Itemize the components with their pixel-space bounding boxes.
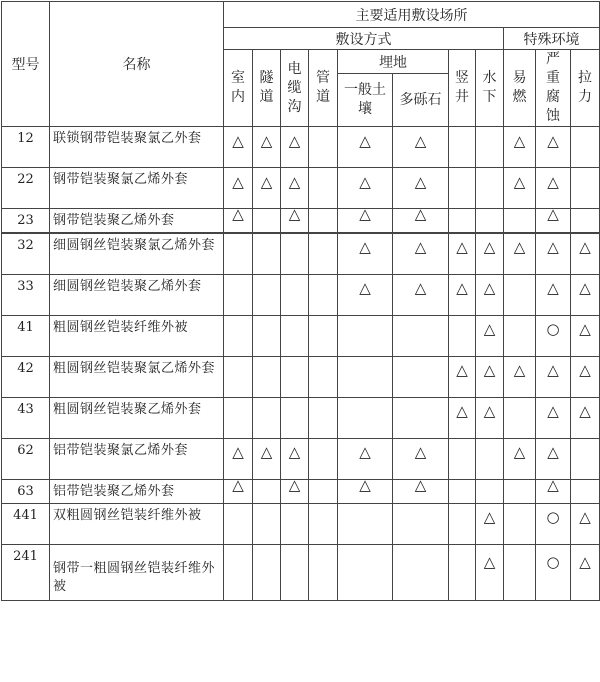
- cell-mark: [536, 127, 571, 168]
- cell-name: 铝带铠装聚氯乙烯外套: [50, 438, 224, 479]
- triangle-mark: △: [359, 172, 371, 191]
- table-body: [2, 127, 600, 601]
- triangle-mark: △: [260, 172, 273, 191]
- cell-mark: [338, 356, 393, 397]
- triangle-mark: △: [288, 131, 301, 150]
- triangle-mark: △: [579, 279, 591, 297]
- triangle-mark: △: [579, 402, 591, 420]
- triangle-mark: △: [579, 238, 591, 257]
- cell-mark: [224, 233, 253, 274]
- cell-mark: [281, 315, 309, 356]
- triangle-mark: △: [288, 208, 301, 223]
- cell-mark: [281, 397, 309, 438]
- table-row: [2, 479, 600, 503]
- cell-mark: [338, 503, 393, 544]
- cell-mark: [571, 397, 600, 438]
- table-row: [2, 438, 600, 479]
- header-model: 型号: [2, 2, 50, 127]
- cell-mark: [571, 315, 600, 356]
- cell-mark: [449, 438, 476, 479]
- cell-mark: [571, 233, 600, 274]
- cell-mark: [338, 479, 393, 503]
- table-row: [2, 356, 600, 397]
- cell-mark: [309, 544, 338, 600]
- cell-mark: [476, 315, 504, 356]
- header-col-pipe: 管道: [309, 50, 338, 127]
- cell-mark: [253, 127, 281, 168]
- cell-mark: [224, 168, 253, 209]
- cell-mark: [393, 503, 449, 544]
- triangle-mark: △: [547, 238, 559, 257]
- cell-mark: [536, 168, 571, 209]
- cell-mark: [536, 356, 571, 397]
- triangle-mark: △: [232, 131, 244, 150]
- cell-mark: [571, 479, 600, 503]
- cell-mark: [309, 209, 338, 234]
- cell-mark: [536, 544, 571, 600]
- header-buried-group: 埋地: [338, 50, 449, 74]
- cell-mark: [536, 315, 571, 356]
- table-row: [2, 315, 600, 356]
- triangle-mark: △: [547, 131, 559, 150]
- cell-mark: [571, 438, 600, 479]
- cell-mark: [504, 503, 536, 544]
- cell-mark: [253, 168, 281, 209]
- cell-model: 241: [2, 544, 50, 600]
- cell-model: 62: [2, 438, 50, 479]
- cell-mark: [309, 356, 338, 397]
- cell-mark: [449, 233, 476, 274]
- triangle-mark: △: [232, 479, 244, 494]
- cell-mark: [281, 127, 309, 168]
- cell-model: 43: [2, 397, 50, 438]
- header-name: 名称: [50, 2, 224, 127]
- cell-name: 双粗圆钢丝铠装纤维外被: [50, 503, 224, 544]
- cell-mark: [224, 274, 253, 315]
- triangle-mark: △: [414, 238, 427, 257]
- cell-mark: [338, 209, 393, 234]
- cell-mark: [224, 479, 253, 503]
- cell-mark: [449, 209, 476, 234]
- cell-mark: [224, 397, 253, 438]
- cell-model: 63: [2, 479, 50, 503]
- circle-mark: ○: [546, 320, 560, 338]
- cell-mark: [309, 503, 338, 544]
- cell-mark: [338, 438, 393, 479]
- cell-mark: [393, 127, 449, 168]
- cell-mark: [449, 168, 476, 209]
- cell-mark: [504, 438, 536, 479]
- cell-mark: [309, 168, 338, 209]
- cell-name: 细圆钢丝铠装聚乙烯外套: [50, 274, 224, 315]
- cell-mark: [504, 209, 536, 234]
- triangle-mark: △: [260, 443, 273, 461]
- cell-mark: [253, 209, 281, 234]
- table-row: [2, 233, 600, 274]
- cell-mark: [338, 274, 393, 315]
- triangle-mark: △: [288, 479, 301, 494]
- cell-name: 细圆钢丝铠装聚氯乙烯外套: [50, 233, 224, 274]
- triangle-mark: △: [483, 361, 496, 379]
- cell-mark: [476, 168, 504, 209]
- header-col-cable-trench: 电缆沟: [281, 50, 309, 127]
- cell-mark: [504, 127, 536, 168]
- cell-name: 粗圆钢丝铠装聚乙烯外套: [50, 397, 224, 438]
- triangle-mark: △: [288, 172, 301, 191]
- triangle-mark: △: [483, 320, 496, 338]
- cell-mark: [224, 127, 253, 168]
- cell-mark: [281, 438, 309, 479]
- triangle-mark: △: [547, 443, 559, 461]
- triangle-mark: △: [483, 279, 496, 297]
- cell-mark: [536, 397, 571, 438]
- cell-mark: [309, 274, 338, 315]
- cell-mark: [309, 438, 338, 479]
- cell-mark: [253, 315, 281, 356]
- cell-model: 22: [2, 168, 50, 209]
- cell-mark: [224, 209, 253, 234]
- cell-model: 41: [2, 315, 50, 356]
- cell-mark: [476, 209, 504, 234]
- circle-mark: ○: [546, 508, 560, 526]
- cell-mark: [536, 503, 571, 544]
- cell-mark: [476, 274, 504, 315]
- cell-mark: [476, 544, 504, 600]
- triangle-mark: △: [579, 320, 591, 338]
- triangle-mark: △: [359, 238, 371, 257]
- cell-mark: [309, 479, 338, 503]
- cell-mark: [338, 233, 393, 274]
- cell-model: 23: [2, 209, 50, 234]
- header-main-group: 主要适用敷设场所: [224, 2, 600, 28]
- triangle-mark: △: [513, 172, 526, 191]
- cell-mark: [224, 315, 253, 356]
- cell-mark: [571, 503, 600, 544]
- cell-name: 铝带铠装聚乙烯外套: [50, 479, 224, 503]
- cell-mark: [393, 438, 449, 479]
- triangle-mark: △: [547, 279, 559, 297]
- cell-mark: [309, 315, 338, 356]
- cell-model: 33: [2, 274, 50, 315]
- header-col-indoor: 室内: [224, 50, 253, 127]
- header-col-general-soil: 一般土壤: [338, 74, 393, 127]
- cell-mark: [309, 233, 338, 274]
- triangle-mark: △: [579, 361, 591, 379]
- triangle-mark: △: [359, 279, 371, 297]
- cell-mark: [393, 209, 449, 234]
- cell-name: 钢带铠装聚氯乙烯外套: [50, 168, 224, 209]
- cell-mark: [253, 356, 281, 397]
- cell-mark: [393, 544, 449, 600]
- cell-mark: [338, 544, 393, 600]
- cell-mark: [536, 274, 571, 315]
- table-row: [2, 503, 600, 544]
- table-row: [2, 127, 600, 168]
- cell-mark: [309, 127, 338, 168]
- cell-mark: [504, 356, 536, 397]
- cell-mark: [338, 397, 393, 438]
- triangle-mark: △: [579, 552, 591, 571]
- table-row: [2, 397, 600, 438]
- cell-mark: [281, 274, 309, 315]
- header-col-shaft: 竖井: [449, 50, 476, 127]
- triangle-mark: △: [579, 508, 591, 526]
- cell-mark: [449, 503, 476, 544]
- cell-mark: [571, 209, 600, 234]
- table-row: [2, 544, 600, 600]
- cell-mark: [224, 503, 253, 544]
- table-row: [2, 209, 600, 234]
- triangle-mark: △: [359, 131, 371, 150]
- cell-mark: [504, 315, 536, 356]
- triangle-mark: △: [260, 131, 273, 150]
- cell-mark: [504, 168, 536, 209]
- cell-mark: [536, 479, 571, 503]
- triangle-mark: △: [414, 479, 427, 494]
- triangle-mark: △: [547, 361, 559, 379]
- cell-mark: [571, 356, 600, 397]
- cell-mark: [571, 544, 600, 600]
- cable-usage-table: [1, 1, 600, 601]
- cell-mark: [504, 479, 536, 503]
- cell-mark: [253, 438, 281, 479]
- triangle-mark: △: [456, 238, 468, 257]
- cell-model: 32: [2, 233, 50, 274]
- table-row: [2, 274, 600, 315]
- cell-name: 钢带一粗圆钢丝铠装纤维外被: [50, 544, 224, 600]
- triangle-mark: △: [483, 402, 496, 420]
- cell-mark: [449, 315, 476, 356]
- header-special-group: 特殊环境: [504, 28, 600, 50]
- triangle-mark: △: [232, 172, 244, 191]
- cell-name: 钢带铠装聚乙烯外套: [50, 209, 224, 234]
- cell-model: 12: [2, 127, 50, 168]
- cell-mark: [571, 168, 600, 209]
- cell-mark: [281, 356, 309, 397]
- header-col-underwater: 水下: [476, 50, 504, 127]
- triangle-mark: △: [359, 479, 371, 494]
- cell-mark: [476, 479, 504, 503]
- cell-model: 441: [2, 503, 50, 544]
- header-col-flammable: 易燃: [504, 50, 536, 127]
- cell-mark: [504, 233, 536, 274]
- cell-mark: [449, 127, 476, 168]
- triangle-mark: △: [513, 443, 526, 461]
- triangle-mark: △: [547, 402, 559, 420]
- cell-mark: [393, 315, 449, 356]
- cell-mark: [504, 274, 536, 315]
- cell-mark: [338, 127, 393, 168]
- cell-mark: [281, 168, 309, 209]
- cell-mark: [281, 209, 309, 234]
- triangle-mark: △: [483, 552, 496, 571]
- cell-mark: [393, 233, 449, 274]
- cell-mark: [253, 544, 281, 600]
- triangle-mark: △: [547, 172, 559, 191]
- triangle-mark: △: [456, 361, 468, 379]
- cell-mark: [253, 503, 281, 544]
- triangle-mark: △: [232, 443, 244, 461]
- cell-mark: [253, 479, 281, 503]
- cell-mark: [536, 233, 571, 274]
- cell-name: 联锁钢带铠装聚氯乙外套: [50, 127, 224, 168]
- cell-mark: [393, 479, 449, 503]
- cell-mark: [476, 356, 504, 397]
- cell-mark: [476, 127, 504, 168]
- cell-mark: [476, 397, 504, 438]
- cell-mark: [224, 544, 253, 600]
- cell-mark: [309, 397, 338, 438]
- cell-mark: [253, 274, 281, 315]
- header-col-corrosion: 严重腐蚀: [536, 50, 571, 127]
- cell-mark: [449, 544, 476, 600]
- triangle-mark: △: [414, 131, 427, 150]
- cell-mark: [281, 479, 309, 503]
- triangle-mark: △: [513, 131, 526, 150]
- triangle-mark: △: [414, 208, 427, 223]
- triangle-mark: △: [232, 208, 244, 223]
- cell-mark: [504, 544, 536, 600]
- cell-mark: [449, 397, 476, 438]
- header-col-tunnel: 隧道: [253, 50, 281, 127]
- cell-mark: [281, 233, 309, 274]
- triangle-mark: △: [288, 443, 301, 461]
- triangle-mark: △: [513, 361, 526, 379]
- triangle-mark: △: [513, 238, 526, 257]
- triangle-mark: △: [359, 443, 371, 461]
- header-col-tension: 拉力: [571, 50, 600, 127]
- triangle-mark: △: [414, 443, 427, 461]
- circle-mark: ○: [546, 552, 560, 571]
- cell-mark: [393, 168, 449, 209]
- triangle-mark: △: [483, 238, 496, 257]
- cell-mark: [281, 544, 309, 600]
- triangle-mark: △: [547, 208, 559, 223]
- cell-mark: [476, 438, 504, 479]
- cell-mark: [393, 397, 449, 438]
- cell-mark: [449, 356, 476, 397]
- cell-mark: [536, 438, 571, 479]
- cell-mark: [449, 274, 476, 315]
- cell-mark: [253, 233, 281, 274]
- cell-mark: [571, 127, 600, 168]
- cell-mark: [224, 356, 253, 397]
- cell-mark: [253, 397, 281, 438]
- header-laying-group: 敷设方式: [224, 28, 504, 50]
- triangle-mark: △: [483, 508, 496, 526]
- cell-mark: [449, 479, 476, 503]
- cell-mark: [393, 356, 449, 397]
- cell-name: 粗圆钢丝铠装聚氯乙烯外套: [50, 356, 224, 397]
- cell-name: 粗圆钢丝铠装纤维外被: [50, 315, 224, 356]
- cell-mark: [281, 503, 309, 544]
- cell-mark: [504, 397, 536, 438]
- triangle-mark: △: [414, 172, 427, 191]
- triangle-mark: △: [359, 208, 371, 223]
- cell-mark: [338, 168, 393, 209]
- cell-mark: [476, 503, 504, 544]
- cell-mark: [476, 233, 504, 274]
- triangle-mark: △: [414, 279, 427, 297]
- cell-mark: [393, 274, 449, 315]
- cell-mark: [224, 438, 253, 479]
- header-col-gravel: 多砾石: [393, 74, 449, 127]
- cell-mark: [571, 274, 600, 315]
- table-row: [2, 168, 600, 209]
- cell-model: 42: [2, 356, 50, 397]
- triangle-mark: △: [547, 479, 559, 494]
- cell-mark: [338, 315, 393, 356]
- cell-mark: [536, 209, 571, 234]
- triangle-mark: △: [456, 402, 468, 420]
- triangle-mark: △: [456, 279, 468, 297]
